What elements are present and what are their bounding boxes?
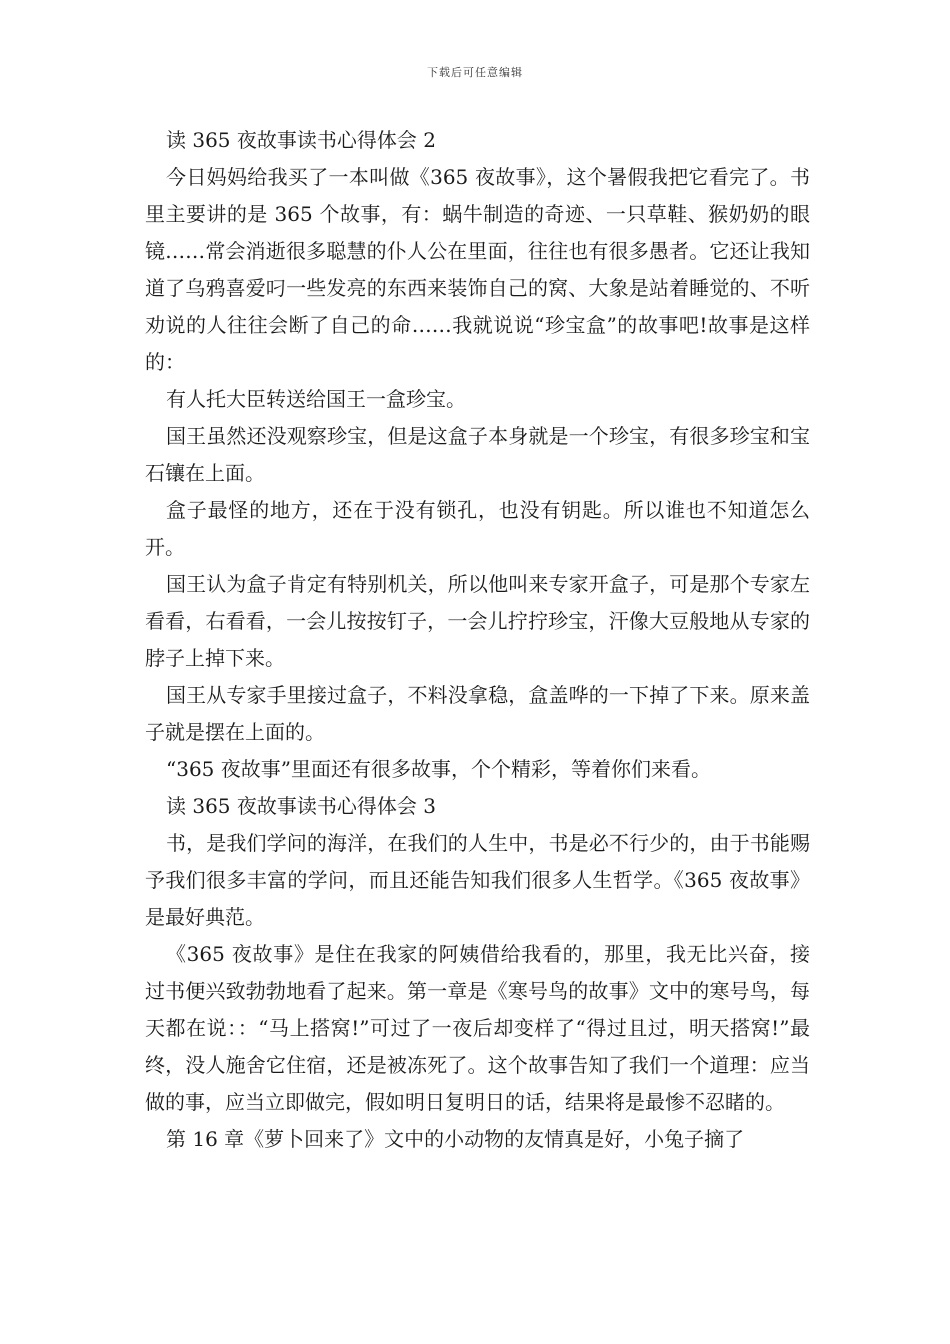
paragraph: 书，是我们学问的海洋，在我们的人生中，书是必不行少的，由于书能赐予我们很多丰富的学问，而且还能告知我们很多人生哲学。《365 夜故事》是最好典范。 [145, 831, 810, 929]
document-body [145, 122, 810, 1158]
paragraph: 今日妈妈给我买了一本叫做《365 夜故事》，这个暑假我把它看完了。书里主要讲的是 365 个故事，有：蜗牛制造的奇迹、一只草鞋、猴奶奶的眼镜……常会消逝很多聪慧的仆人公在里面，往往也有很多愚者。它还让我知道了乌鸦喜爱叼一些发亮的东西来装饰自己的窝、大象是站着睡觉的、不听劝说的人往往会断了自己的命……我就说说“珍宝盒”的故事吧!故事是这样的： [145, 165, 810, 374]
paragraph: 国王认为盒子肯定有特别机关，所以他叫来专家开盒子，可是那个专家左看看，右看看，一会儿按按钉子，一会儿拧拧珍宝，汗像大豆般地从专家的脖子上掉下来。 [145, 572, 810, 670]
section-heading: 读 365 夜故事读书心得体会 2 [166, 128, 436, 152]
paragraph: 国王从专家手里接过盒子，不料没拿稳，盒盖哗的一下掉了下来。原来盖子就是摆在上面的。 [145, 683, 810, 744]
paragraph: 《365 夜故事》是住在我家的阿姨借给我看的，那里，我无比兴奋，接过书便兴致勃勃地看了起来。第一章是《寒号鸟的故事》文中的寒号鸟，每天都在说：：“马上搭窝!”可过了一夜后却变样了“得过且过，明天搭窝!”最终，没人施舍它住宿，还是被冻死了。这个故事告知了我们一个道理：应当做的事，应当立即做完，假如明日复明日的话，结果将是最惨不忍睹的。 [145, 942, 810, 1114]
paragraph: “365 夜故事”里面还有很多故事，个个精彩，等着你们来看。 [166, 757, 711, 781]
paragraph: 第 16 章《萝卜回来了》文中的小动物的友情真是好，小兔子摘了 [166, 1127, 745, 1151]
section-heading: 读 365 夜故事读书心得体会 3 [166, 794, 436, 818]
paragraph: 有人托大臣转送给国王一盒珍宝。 [166, 387, 466, 411]
header-note: 下载后可任意编辑 [427, 66, 523, 79]
paragraph: 国王虽然还没观察珍宝，但是这盒子本身就是一个珍宝，有很多珍宝和宝石镶在上面。 [145, 424, 810, 485]
paragraph: 盒子最怪的地方，还在于没有锁孔，也没有钥匙。所以谁也不知道怎么开。 [145, 498, 810, 559]
